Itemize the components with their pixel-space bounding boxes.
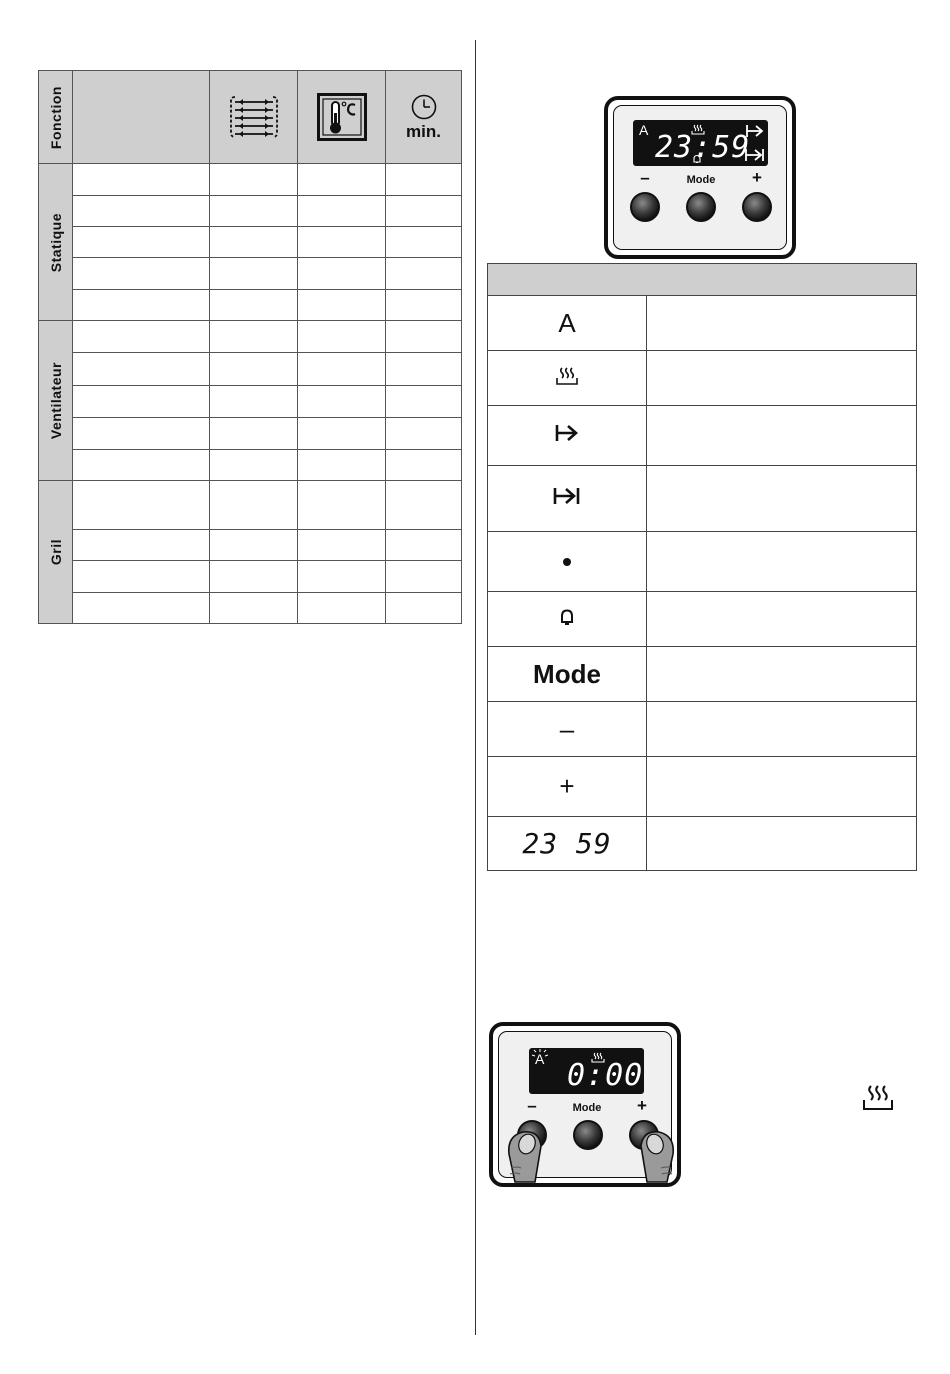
auto-letter-icon: A: [558, 307, 576, 338]
table-row: [39, 321, 462, 353]
table-cell: [73, 386, 210, 417]
symbol-row: [488, 466, 917, 532]
description-cell: [647, 647, 917, 702]
time-display: 0:00: [567, 1058, 644, 1093]
table-cell: [298, 386, 386, 417]
symbol-cell: [488, 466, 647, 532]
table-cell: [386, 321, 462, 353]
mode-button[interactable]: [573, 1120, 603, 1150]
setup-timer-panel: [489, 1022, 681, 1187]
start-arrow-icon: [745, 124, 765, 138]
table-cell: [210, 196, 298, 227]
header-levels-cell: [210, 71, 298, 164]
table-cell: [210, 258, 298, 290]
table-cell: [73, 258, 210, 290]
plus-icon: +: [559, 771, 575, 801]
table-cell: [386, 449, 462, 480]
table-cell: [73, 417, 210, 449]
start-arrow-icon: [554, 423, 580, 443]
group-statique: [39, 164, 73, 321]
symbol-row: [488, 817, 917, 871]
plus-label: +: [637, 1096, 647, 1115]
table-cell: [386, 480, 462, 529]
finger-right-icon: [633, 1124, 677, 1184]
symbol-cell: [488, 817, 647, 871]
plus-button[interactable]: [742, 192, 772, 222]
table-cell: [298, 290, 386, 321]
table-cell: [386, 353, 462, 386]
table-row: [39, 164, 462, 196]
dot-icon: [563, 558, 571, 566]
symbol-cell: [488, 702, 647, 757]
table-row: [39, 290, 462, 321]
table-cell: [386, 417, 462, 449]
table-cell: [73, 353, 210, 386]
table-cell: [73, 449, 210, 480]
table-cell: [298, 592, 386, 623]
auto-indicator: A: [535, 1051, 545, 1067]
timer-panel: [604, 96, 796, 259]
timer-display: [633, 120, 768, 166]
bell-icon: [559, 608, 575, 626]
table-row: [39, 417, 462, 449]
symbol-row: [488, 296, 917, 351]
symbol-cell: [488, 592, 647, 647]
minus-label: –: [640, 168, 650, 187]
bell-icon: [692, 154, 702, 164]
table-cell: [386, 258, 462, 290]
symbol-row: [488, 702, 917, 757]
table-cell: [73, 321, 210, 353]
table-cell: [386, 164, 462, 196]
group-label: Statique: [47, 212, 64, 272]
description-cell: [647, 351, 917, 406]
mode-label: Mode: [686, 174, 716, 186]
table-cell: [210, 480, 298, 529]
table-cell: [210, 290, 298, 321]
table-cell: [73, 560, 210, 592]
table-row: [39, 560, 462, 592]
table-cell: [210, 386, 298, 417]
table-cell: [210, 560, 298, 592]
symbol-row: [488, 351, 917, 406]
table-row: [39, 386, 462, 417]
time-display: 23:59: [655, 130, 751, 165]
description-cell: [647, 406, 917, 466]
header-empty-cell: [73, 71, 210, 164]
symbols-header-cell: [488, 264, 917, 296]
finger-left-icon: [505, 1124, 549, 1184]
setup-panel-face: [498, 1031, 672, 1178]
function-header-label: Fonction: [47, 85, 64, 149]
description-cell: [647, 466, 917, 532]
description-cell: [647, 296, 917, 351]
heat-waves-icon: [555, 367, 579, 385]
table-cell: [386, 592, 462, 623]
table-cell: [298, 258, 386, 290]
symbol-cell: [488, 406, 647, 466]
symbol-cell: [488, 532, 647, 592]
mode-button[interactable]: [686, 192, 716, 222]
table-cell: [210, 592, 298, 623]
minus-icon: –: [559, 713, 575, 744]
digits-display: 23 59: [522, 827, 612, 860]
table-row: [39, 449, 462, 480]
table-cell: [386, 529, 462, 560]
thermometer-celsius-icon: [317, 93, 367, 141]
table-cell: [298, 449, 386, 480]
plus-label: +: [752, 168, 762, 187]
table-cell: [386, 386, 462, 417]
group-gril: [39, 480, 73, 623]
symbol-row: [488, 592, 917, 647]
symbol-cell: [488, 647, 647, 702]
description-cell: [647, 592, 917, 647]
table-cell: [386, 290, 462, 321]
table-cell: [386, 227, 462, 258]
table-row: [39, 592, 462, 623]
table-cell: [73, 164, 210, 196]
header-time-cell: [386, 71, 462, 164]
clock-icon: [410, 93, 438, 121]
table-cell: [298, 560, 386, 592]
display-symbols-table: [487, 263, 917, 871]
table-row: [39, 196, 462, 227]
mode-label: Mode: [533, 658, 601, 689]
table-cell: [210, 449, 298, 480]
table-row: [39, 353, 462, 386]
table-cell: [298, 321, 386, 353]
symbol-cell: [488, 351, 647, 406]
end-arrow-icon: [552, 486, 582, 506]
symbol-row: [488, 647, 917, 702]
table-cell: [73, 529, 210, 560]
symbol-row: [488, 757, 917, 817]
description-cell: [647, 702, 917, 757]
group-label: Gril: [47, 538, 64, 565]
table-cell: [298, 529, 386, 560]
minus-label: –: [527, 1096, 537, 1115]
table-row: [39, 529, 462, 560]
table-cell: [210, 529, 298, 560]
description-cell: [647, 817, 917, 871]
timer-panel-face: [613, 105, 787, 250]
table-cell: [210, 417, 298, 449]
table-cell: [73, 592, 210, 623]
table-cell: [298, 480, 386, 529]
table-header-row: [39, 71, 462, 164]
end-arrow-icon: [744, 148, 766, 162]
column-divider: [475, 40, 476, 1335]
table-cell: [73, 196, 210, 227]
header-temperature-cell: [298, 71, 386, 164]
symbol-row: [488, 406, 917, 466]
header-function-cell: [39, 71, 73, 164]
symbol-row: [488, 532, 917, 592]
table-cell: [73, 227, 210, 258]
group-ventilateur: [39, 321, 73, 480]
symbols-header-row: [488, 264, 917, 296]
minutes-unit-label: min.: [406, 121, 441, 141]
cooking-function-table: [38, 70, 462, 624]
table-row: [39, 480, 462, 529]
table-cell: [298, 196, 386, 227]
table-cell: [73, 480, 210, 529]
shelf-levels-icon: [229, 94, 279, 140]
minus-button[interactable]: [630, 192, 660, 222]
table-cell: [386, 560, 462, 592]
table-row: [39, 258, 462, 290]
setup-display: [529, 1048, 644, 1094]
table-cell: [210, 353, 298, 386]
table-row: [39, 227, 462, 258]
auto-indicator: A: [639, 122, 649, 138]
description-cell: [647, 532, 917, 592]
symbol-cell: [488, 757, 647, 817]
table-cell: [298, 227, 386, 258]
symbol-cell: [488, 296, 647, 351]
table-cell: [210, 164, 298, 196]
mode-label: Mode: [572, 1102, 602, 1114]
description-cell: [647, 757, 917, 817]
table-cell: [210, 227, 298, 258]
table-cell: [210, 321, 298, 353]
table-cell: [73, 290, 210, 321]
table-cell: [386, 196, 462, 227]
table-cell: [298, 164, 386, 196]
table-cell: [298, 353, 386, 386]
heat-waves-icon: [861, 1084, 895, 1112]
table-cell: [298, 417, 386, 449]
group-label: Ventilateur: [47, 361, 64, 440]
